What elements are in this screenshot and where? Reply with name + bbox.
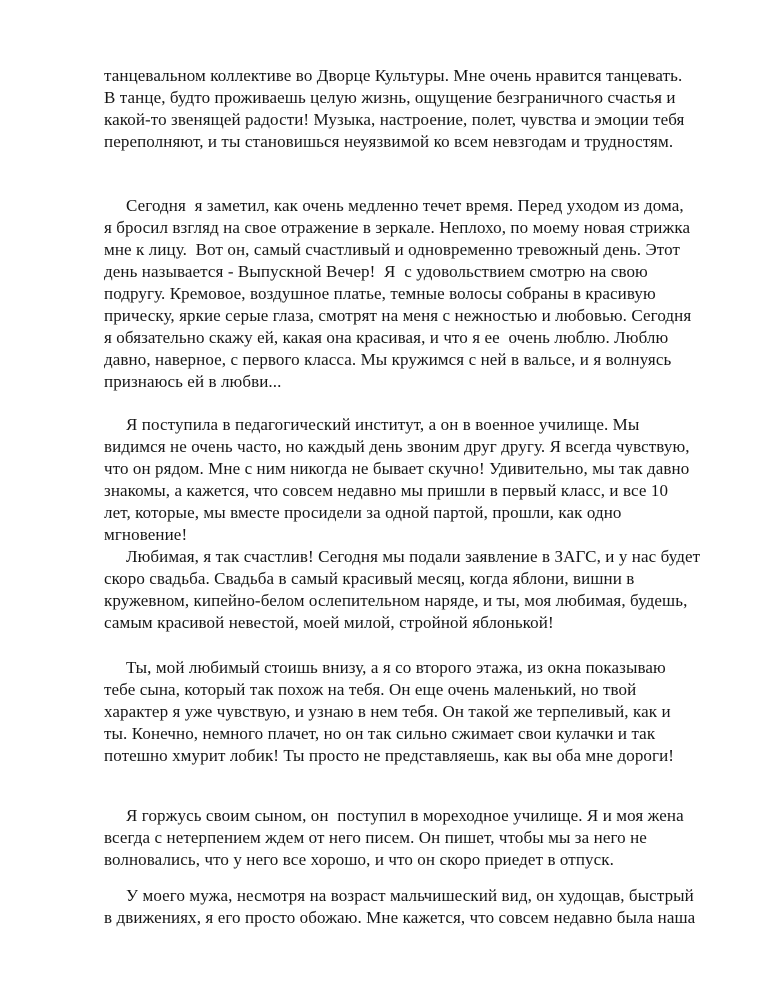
paragraph-husband xyxy=(104,885,722,929)
text-line: скоро свадьба. Свадьба в самый красивый месяц, когда яблони, вишни в xyxy=(104,569,635,588)
paragraph-naval-school xyxy=(104,805,722,871)
text-line: признаюсь ей в любви... xyxy=(104,372,282,391)
paragraph-dance xyxy=(104,65,722,153)
text-line: я обязательно скажу ей, какая она красивая, и что я ее очень люблю. Люблю xyxy=(104,328,669,347)
text-line: ты. Конечно, немного плачет, но он так сильно сжимает свои кулачки и так xyxy=(104,724,656,743)
text-line: что он рядом. Мне с ним никогда не бывает скучно! Удивительно, мы так давно xyxy=(104,459,690,478)
document-body xyxy=(104,65,722,929)
text-line: давно, наверное, с первого класса. Мы кружимся с ней в вальсе, и я волнуясь xyxy=(104,350,672,369)
text-line: Я горжусь своим сыном, он поступил в мореходное училище. Я и моя жена xyxy=(126,806,684,825)
text-line: я бросил взгляд на свое отражение в зеркале. Неплохо, по моему новая стрижка xyxy=(104,218,691,237)
text-line: Сегодня я заметил, как очень медленно течет время. Перед уходом из дома, xyxy=(126,196,684,215)
paragraph-baby-son xyxy=(104,657,722,767)
text-line: Ты, мой любимый стоишь внизу, а я со второго этажа, из окна показываю xyxy=(126,658,666,677)
paragraph-wedding xyxy=(104,546,722,634)
text-line: всегда с нетерпением ждем от него писем. Он пишет, чтобы мы за него не xyxy=(104,828,647,847)
text-line: потешно хмурит лобик! Ты просто не представляешь, как вы оба мне дороги! xyxy=(104,746,675,765)
text-line: характер я уже чувствую, и узнаю в нем тебя. Он такой же терпеливый, как и xyxy=(104,702,671,721)
text-line: танцевальном коллективе во Дворце Культуры. Мне очень нравится танцевать. xyxy=(104,66,683,85)
text-line: Я поступила в педагогический институт, а он в военное училище. Мы xyxy=(126,415,640,434)
text-line: кружевном, кипейно-белом ослепительном наряде, и ты, моя любимая, будешь, xyxy=(104,591,688,610)
text-line: знакомы, а кажется, что совсем недавно мы пришли в первый класс, и все 10 xyxy=(104,481,669,500)
text-line: переполняют, и ты становишься неуязвимой ко всем невзгодам и трудностям. xyxy=(104,132,674,151)
paragraph-graduation-evening xyxy=(104,195,722,393)
text-line: В танце, будто проживаешь целую жизнь, ощущение безграничного счастья и xyxy=(104,88,676,107)
text-line: день называется - Выпускной Вечер! Я с удовольствием смотрю на свою xyxy=(104,262,648,281)
text-line: в движениях, я его просто обожаю. Мне кажется, что совсем недавно была наша xyxy=(104,908,696,927)
text-line: прическу, яркие серые глаза, смотрят на меня с нежностью и любовью. Сегодня xyxy=(104,306,692,325)
text-line: мне к лицу. Вот он, самый счастливый и одновременно тревожный день. Этот xyxy=(104,240,681,259)
text-line: волновались, что у него все хорошо, и что он скоро приедет в отпуск. xyxy=(104,850,614,869)
text-line: Любимая, я так счастлив! Сегодня мы подали заявление в ЗАГС, и у нас будет xyxy=(126,547,701,566)
text-line: подругу. Кремовое, воздушное платье, темные волосы собраны в красивую xyxy=(104,284,656,303)
text-line: самым красивой невестой, моей милой, стройной яблонькой! xyxy=(104,613,554,632)
text-line: лет, которые, мы вместе просидели за одной партой, прошли, как одно xyxy=(104,503,622,522)
paragraph-institute xyxy=(104,414,722,546)
text-line: тебе сына, который так похож на тебя. Он еще очень маленький, но твой xyxy=(104,680,637,699)
text-line: какой-то звенящей радости! Музыка, настроение, полет, чувства и эмоции тебя xyxy=(104,110,685,129)
text-line: У моего мужа, несмотря на возраст мальчишеский вид, он худощав, быстрый xyxy=(126,886,694,905)
text-line: мгновение! xyxy=(104,525,188,544)
text-line: видимся не очень часто, но каждый день звоним друг другу. Я всегда чувствую, xyxy=(104,437,690,456)
